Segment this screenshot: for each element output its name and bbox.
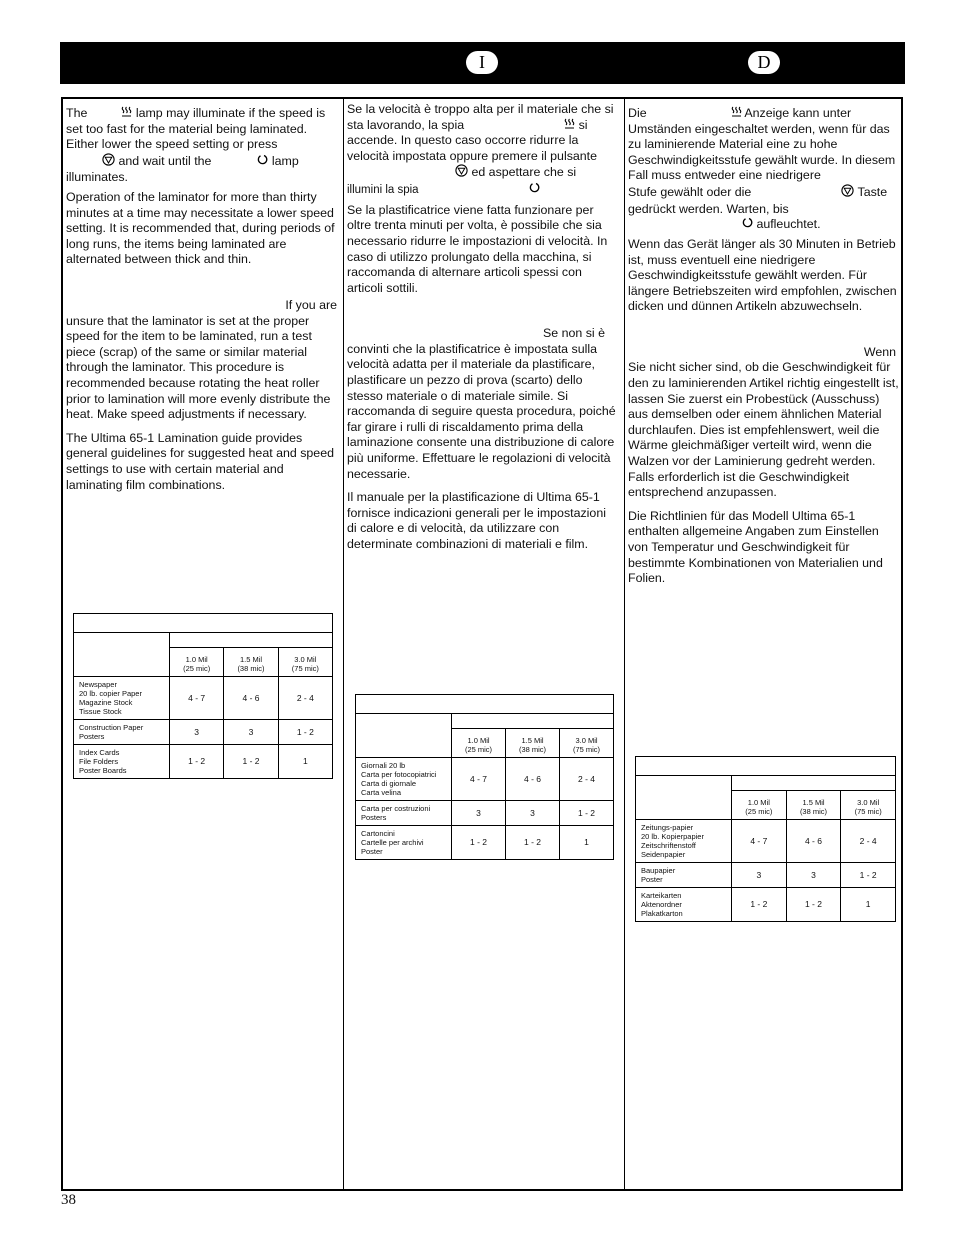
speed-setting-cell: 4 - 6 [224, 677, 278, 720]
table-header-row [636, 776, 896, 791]
material-header-cell [636, 776, 732, 820]
german-text: Umständen eingeschaltet werden, wenn für das zu laminierende Material eine zu hohe Geschwindigkeitsstufe gewählt wurde. In diesem Fall muss entweder eine niedrigere [628, 121, 896, 183]
material-cell: Zeitungs-papier 20 lb. Kopierpapier Zeitschriftenstoff Seidenpapier [636, 820, 732, 863]
speed-setting-cell: 2 - 4 [278, 677, 332, 720]
speed-setting-cell: 1 [278, 745, 332, 779]
table-row [74, 745, 333, 779]
speed-setting-cell: 1 [841, 888, 896, 922]
stop-button-icon [455, 164, 468, 182]
english-text: lamp may illuminate if the speed is set too fast for the material being laminated. Either lower the speed setting or press [66, 106, 326, 152]
speed-setting-cell: 2 - 4 [560, 758, 614, 801]
italian-speed-table [355, 694, 614, 860]
stop-button-icon [841, 184, 854, 202]
english-text: If you are [285, 298, 337, 313]
film-thickness-header: 1.0 Mil (25 mic) [452, 729, 506, 758]
italian-paragraph-3 [347, 326, 619, 482]
english-speed-table [73, 613, 333, 779]
page-number: 38 [61, 1192, 76, 1208]
speed-setting-cell: 1 - 2 [224, 745, 278, 779]
italian-text: ed aspettare che si [471, 165, 577, 180]
german-text: Stufe gewählt oder die [628, 185, 752, 200]
italian-text: illumini la spia [347, 184, 419, 197]
table-row [356, 801, 614, 826]
film-thickness-header: 1.5 Mil (38 mic) [506, 729, 560, 758]
material-cell: Index Cards File Folders Poster Boards [74, 745, 170, 779]
table-row [636, 820, 896, 863]
speed-setting-cell: 4 - 6 [506, 758, 560, 801]
german-text: Taste [857, 185, 888, 200]
table-row [636, 863, 896, 888]
material-cell: Giornali 20 lb Carta per fotocopiatrici Carta di giornale Carta velina [356, 758, 452, 801]
italian-paragraph-4: Il manuale per la plastificazione di Ultima 65-1 fornisce indicazioni generali per le impostazioni di calore e di velocità, da utilizzare con determinate combinazioni di materiali e film. [347, 490, 606, 551]
thickness-group-header [732, 776, 896, 791]
speed-setting-cell: 4 - 6 [786, 820, 841, 863]
material-cell: Newspaper 20 lb. copier Paper Magazine Stock Tissue Stock [74, 677, 170, 720]
speed-setting-cell: 3 [170, 720, 224, 745]
speed-setting-cell: 4 - 7 [452, 758, 506, 801]
speed-setting-cell: 1 - 2 [786, 888, 841, 922]
german-text: aufleuchtet. [756, 217, 821, 232]
italian-column [347, 102, 619, 561]
english-paragraph-1 [66, 106, 337, 186]
italian-text: Se non si è [543, 326, 605, 341]
english-text: lamp [271, 153, 299, 168]
speed-setting-cell: 1 - 2 [506, 826, 560, 860]
table-row [356, 758, 614, 801]
heat-wave-icon [731, 106, 742, 122]
film-thickness-header: 1.0 Mil (25 mic) [732, 791, 787, 820]
table-title-cell [74, 614, 333, 633]
german-text: gedrückt werden. Warten, bis [628, 201, 789, 216]
speed-setting-cell: 3 [224, 720, 278, 745]
english-text: and wait until the [118, 153, 212, 168]
film-thickness-header: 3.0 Mil (75 mic) [278, 648, 332, 677]
italian-section-badge: I [466, 51, 498, 74]
table-header-row [74, 633, 333, 648]
speed-setting-cell: 3 [452, 801, 506, 826]
speed-setting-cell: 1 [560, 826, 614, 860]
german-column [628, 106, 902, 595]
speed-setting-cell: 2 - 4 [841, 820, 896, 863]
english-paragraph-4: The Ultima 65-1 Lamination guide provides general guidelines for suggested heat and speed settings to use with certain material and laminating film combinations. [66, 430, 334, 492]
material-header-cell [74, 633, 170, 677]
speed-setting-cell: 1 - 2 [841, 863, 896, 888]
english-paragraph-2: Operation of the laminator for more than thirty minutes at a time may necessitate a lower speed setting. It is recommended that, during periods of long runs, the items being laminated are alternated between thick and thin. [66, 190, 335, 267]
speed-setting-cell: 3 [732, 863, 787, 888]
thickness-group-header [170, 633, 333, 648]
italian-text: convinti che la plastificatrice è impostata sulla velocità adatta per il materiale da plastificare, plastificare un pezzo di prova (scarto) dello stesso materiale o di materiale simile. Si raccomanda di seguire questa procedura, poiché far girare i rulli di riscaldamento prima della laminazione consente una distribuzione di calore più uniforme. Effettuare le regolazioni di velocità necessarie. [347, 341, 616, 481]
table-header-row [356, 714, 614, 729]
german-paragraph-2: Wenn das Gerät länger als 30 Minuten in Betrieb ist, muss eventuell eine niedrigere Geschwindigkeitsstufe gewählt werden. Für längere Betriebszeiten wird empfohlen, zwischen dicken und dünnen Artikeln abzuwechseln. [628, 236, 897, 314]
ready-circle-icon [257, 154, 268, 170]
material-cell: Baupapier Poster [636, 863, 732, 888]
table-title-row [74, 614, 333, 633]
german-speed-table [635, 756, 896, 922]
film-thickness-header: 3.0 Mil (75 mic) [841, 791, 896, 820]
english-column [66, 106, 337, 501]
speed-setting-cell: 3 [506, 801, 560, 826]
speed-setting-cell: 3 [786, 863, 841, 888]
german-paragraph-1 [628, 106, 902, 233]
film-thickness-header: 3.0 Mil (75 mic) [560, 729, 614, 758]
italian-paragraph-2: Se la plastificatrice viene fatta funzionare per oltre trenta minuti per volta, è possibile che sia necessario ridurre le impostazioni di velocità. In caso di utilizzo prolungato della macchina, si raccomanda di alternare articoli spessi con articoli sottili. [347, 202, 608, 295]
material-cell: Karteikarten Aktenordner Plakatkarton [636, 888, 732, 922]
thickness-group-header [452, 714, 614, 729]
speed-setting-cell: 1 - 2 [452, 826, 506, 860]
column-divider [624, 99, 625, 1189]
german-text: Anzeige kann unter [744, 106, 852, 121]
speed-setting-cell: 1 - 2 [732, 888, 787, 922]
material-cell: Construction Paper Posters [74, 720, 170, 745]
header-bar [60, 42, 905, 84]
content-frame [61, 97, 903, 1191]
english-text: unsure that the laminator is set at the proper speed for the item to be laminated, run a test piece (scrap) of the same or similar material through the laminator. This procedure is recommended because rotating the heat roller prior to lamination will more evenly distribute the heat. Make speed adjustments if necessary. [66, 313, 331, 422]
italian-text: si accende. In questo caso occorre ridurre la velocità impostata oppure premere il pulsante [347, 117, 598, 163]
german-paragraph-4: Die Richtlinien für das Modell Ultima 65-1 enthalten allgemeine Angaben zum Einstellen von Temperatur und Geschwindigkeit für bestimmte Kombinationen von Materialien und Folien. [628, 508, 883, 586]
heat-wave-icon [121, 106, 132, 122]
speed-setting-cell: 1 - 2 [170, 745, 224, 779]
table-row [636, 888, 896, 922]
table-row [74, 677, 333, 720]
speed-setting-cell: 1 - 2 [560, 801, 614, 826]
table-row [356, 826, 614, 860]
film-thickness-header: 1.0 Mil (25 mic) [170, 648, 224, 677]
table-title-cell [356, 695, 614, 714]
italian-paragraph-1 [347, 102, 619, 199]
english-text: The [66, 106, 88, 121]
english-text: illuminates. [66, 170, 128, 185]
speed-setting-cell: 4 - 7 [732, 820, 787, 863]
german-section-badge: D [748, 51, 780, 74]
german-text: Sie nicht sicher sind, ob die Geschwindigkeit für den zu laminierenden Artikel richtig eingestellt ist, lassen Sie zuerst ein Probestück (Ausschuss) aus demselben oder einem ähnlichen Material durchlaufen. Dies ist empfehlenswert, weil die Wärme gleichmäßiger verteilt wird, wenn die Walzen vor der Laminierung gedreht werden. Falls erforderlich ist die Geschwindigkeit entsprechend anzupassen. [628, 360, 899, 500]
german-text: Die [628, 106, 647, 121]
table-title-row [636, 757, 896, 776]
ready-circle-icon [529, 182, 540, 198]
ready-circle-icon [742, 217, 753, 233]
material-header-cell [356, 714, 452, 758]
column-divider [343, 99, 344, 1189]
table-title-cell [636, 757, 896, 776]
table-row [74, 720, 333, 745]
speed-setting-cell: 1 - 2 [278, 720, 332, 745]
film-thickness-header: 1.5 Mil (38 mic) [224, 648, 278, 677]
italian-text: Se la velocità è troppo alta per il materiale che si sta lavorando, la spia [347, 102, 614, 132]
stop-button-icon [102, 153, 115, 171]
speed-setting-cell: 4 - 7 [170, 677, 224, 720]
german-paragraph-3 [628, 345, 902, 501]
english-paragraph-3 [66, 298, 337, 423]
german-text: Wenn [863, 344, 896, 359]
table-title-row [356, 695, 614, 714]
material-cell: Carta per costruzioni Posters [356, 801, 452, 826]
material-cell: Cartoncini Cartelle per archivi Poster [356, 826, 452, 860]
heat-wave-icon [564, 118, 575, 134]
film-thickness-header: 1.5 Mil (38 mic) [786, 791, 841, 820]
